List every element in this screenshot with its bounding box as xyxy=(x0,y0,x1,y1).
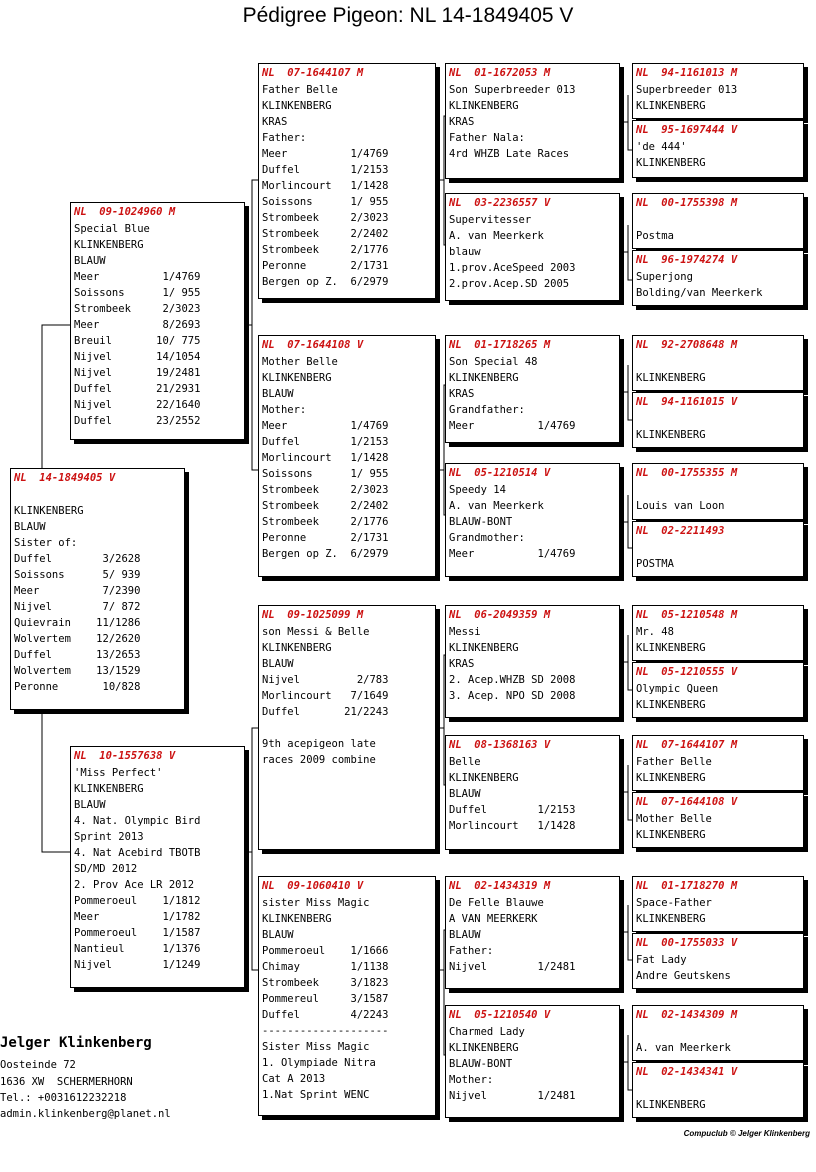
pigeon-info-line xyxy=(636,354,800,370)
pigeon-info-line: Sister of: xyxy=(14,537,78,549)
pigeon-info-line: Nijvel 1/2481 xyxy=(449,1090,576,1102)
pigeon-info-line: KRAS xyxy=(449,116,475,128)
owner-name: Jelger Klinkenberg xyxy=(0,1035,152,1051)
pigeon-info-line: Nijvel 19/2481 xyxy=(74,367,201,379)
pigeon-info-line: Duffel 1/2153 xyxy=(262,164,389,176)
pigeon-info-line: son Messi & Belle xyxy=(262,626,370,638)
pigeon-info-line: Duffel 21/2243 xyxy=(262,706,389,718)
pigeon-info-line: BLAUW xyxy=(449,929,481,941)
pigeon-card-g14 xyxy=(632,933,804,989)
owner-phone: Tel.: +0031612232218 xyxy=(0,1092,127,1104)
pigeon-info-line: KLINKENBERG xyxy=(636,829,706,841)
pigeon-info-line: Postma xyxy=(636,230,674,242)
pigeon-card-g9 xyxy=(632,605,804,661)
pigeon-info-line: KLINKENBERG xyxy=(74,783,144,795)
ring-number: NL 00-1755033 V xyxy=(636,937,738,949)
ring-number: NL 00-1755355 M xyxy=(636,467,738,479)
pigeon-info-line: Meer 1/4769 xyxy=(262,148,389,160)
ring-number: NL 09-1060410 V xyxy=(262,880,364,892)
pigeon-info-line: A. van Meerkerk xyxy=(449,230,544,242)
pigeon-info-line: POSTMA xyxy=(636,558,674,570)
pigeon-info-line: Nijvel 1/1249 xyxy=(74,959,201,971)
pigeon-info-line: Special Blue xyxy=(74,223,150,235)
pigeon-info-line xyxy=(262,720,432,736)
pigeon-info-line: Speedy 14 xyxy=(449,484,506,496)
ring-number: NL 05-1210548 M xyxy=(636,609,738,621)
pigeon-info-line: Strombeek 2/2402 xyxy=(262,228,389,240)
pigeon-info-line: KLINKENBERG xyxy=(449,1042,519,1054)
pigeon-info-line: KLINKENBERG xyxy=(636,772,706,784)
pigeon-info-line: KLINKENBERG xyxy=(262,913,332,925)
pigeon-info-line: KLINKENBERG xyxy=(449,372,519,384)
ring-number: NL 94-1161015 V xyxy=(636,396,738,408)
page-title: Pédigree Pigeon: NL 14-1849405 V xyxy=(242,4,574,27)
pigeon-info-line: KLINKENBERG xyxy=(449,772,519,784)
pigeon-info-line: Bolding/van Meerkerk xyxy=(636,287,763,299)
pigeon-card-ff xyxy=(258,63,436,299)
pigeon-info-line: 3. Acep. NPO SD 2008 xyxy=(449,690,576,702)
pigeon-card-g2 xyxy=(632,120,804,178)
pigeon-card-g11 xyxy=(632,735,804,791)
pigeon-info-line: Strombeek 2/3023 xyxy=(262,484,389,496)
pigeon-info-line: KLINKENBERG xyxy=(636,699,706,711)
ring-number: NL 05-1210555 V xyxy=(636,666,738,678)
pigeon-info-line: Strombeek 2/3023 xyxy=(262,212,389,224)
pigeon-info-line: Bergen op Z. 6/2979 xyxy=(262,276,389,288)
pigeon-info-line: Pommeroeul 1/1587 xyxy=(74,927,201,939)
pigeon-card-g8 xyxy=(632,521,804,577)
pigeon-info-line: Father Belle xyxy=(262,84,338,96)
pigeon-info-line: KLINKENBERG xyxy=(636,372,706,384)
ring-number: NL 95-1697444 V xyxy=(636,124,738,136)
pigeon-info-line: Meer 1/4769 xyxy=(449,548,576,560)
ring-number: NL 01-1718265 M xyxy=(449,339,551,351)
ring-number: NL 02-1434319 M xyxy=(449,880,551,892)
pigeon-info-line: KLINKENBERG xyxy=(262,100,332,112)
pigeon-info-line: Nantieul 1/1376 xyxy=(74,943,201,955)
ring-number: NL 05-1210514 V xyxy=(449,467,551,479)
ring-number: NL 01-1718270 M xyxy=(636,880,738,892)
pigeon-info-line: Nijvel 7/ 872 xyxy=(14,601,141,613)
pigeon-info-line: Louis van Loon xyxy=(636,500,725,512)
pigeon-info-line: Peronne 10/828 xyxy=(14,681,141,693)
pigeon-info-line: Strombeek 2/1776 xyxy=(262,244,389,256)
ring-number: NL 05-1210540 V xyxy=(449,1009,551,1021)
pigeon-card-mother xyxy=(70,746,245,988)
pigeon-card-mfm xyxy=(445,735,620,850)
pigeon-info-line: 2. Prov Ace LR 2012 xyxy=(74,879,195,891)
pigeon-info-line: Soissons 1/ 955 xyxy=(74,287,201,299)
pigeon-info-line: BLAUW xyxy=(449,788,481,800)
pigeon-card-g7 xyxy=(632,463,804,520)
pigeon-info-line: KLINKENBERG xyxy=(74,239,144,251)
pigeon-info-line: Supervitesser xyxy=(449,214,532,226)
pigeon-info-line: KLINKENBERG xyxy=(636,642,706,654)
pigeon-card-g5 xyxy=(632,335,804,391)
pigeon-info-line: Meer 1/4769 xyxy=(74,271,201,283)
pigeon-info-line: Mr. 48 xyxy=(636,626,674,638)
pigeon-info-line: Morlincourt 1/1428 xyxy=(449,820,576,832)
pigeon-card-fm xyxy=(258,335,436,577)
pigeon-info-line: Morlincourt 7/1649 xyxy=(262,690,389,702)
pigeon-info-line: Duffel 21/2931 xyxy=(74,383,201,395)
pigeon-info-line: 'de 444' xyxy=(636,141,687,153)
pigeon-card-root xyxy=(10,468,185,710)
ring-number: NL 03-2236557 V xyxy=(449,197,551,209)
pigeon-info-line: KLINKENBERG xyxy=(636,913,706,925)
pigeon-info-line: KRAS xyxy=(449,658,475,670)
ring-number: NL 92-2708648 M xyxy=(636,339,738,351)
pigeon-info-line: Andre Geutskens xyxy=(636,970,731,982)
pigeon-info-line: Fat Lady xyxy=(636,954,687,966)
pigeon-info-line: Sister Miss Magic xyxy=(262,1041,370,1053)
owner-address: Oosteinde 72 xyxy=(0,1059,76,1071)
ring-number: NL 02-1434309 M xyxy=(636,1009,738,1021)
ring-number: NL 09-1025099 M xyxy=(262,609,364,621)
pigeon-info-line: Father: xyxy=(262,132,307,144)
ring-number: NL 14-1849405 V xyxy=(14,472,116,484)
owner-postcode: 1636 XW SCHERMERHORN xyxy=(0,1076,133,1088)
pigeon-card-fff xyxy=(445,63,620,179)
pigeon-info-line: Olympic Queen xyxy=(636,683,719,695)
pigeon-card-fmf xyxy=(445,335,620,443)
pigeon-card-mmf xyxy=(445,876,620,989)
pigeon-info-line: Peronne 2/1731 xyxy=(262,260,389,272)
pigeon-info-line xyxy=(636,1024,800,1040)
pigeon-info-line: Pommereul 3/1587 xyxy=(262,993,389,1005)
ring-number: NL 94-1161013 M xyxy=(636,67,738,79)
owner-email: admin.klinkenberg@planet.nl xyxy=(0,1108,171,1120)
pigeon-info-line: Morlincourt 1/1428 xyxy=(262,180,389,192)
pigeon-info-line: Strombeek 3/1823 xyxy=(262,977,389,989)
pigeon-info-line: Meer 1/4769 xyxy=(262,420,389,432)
pigeon-info-line: BLAUW xyxy=(262,658,294,670)
pigeon-info-line: Nijvel 2/783 xyxy=(262,674,389,686)
pigeon-info-line: Superjong xyxy=(636,271,693,283)
pigeon-info-line: BLAUW xyxy=(262,388,294,400)
pigeon-info-line: Nijvel 22/1640 xyxy=(74,399,201,411)
pigeon-info-line: Pommeroeul 1/1812 xyxy=(74,895,201,907)
ring-number: NL 07-1644107 M xyxy=(262,67,364,79)
pigeon-info-line: Strombeek 2/3023 xyxy=(74,303,201,315)
pigeon-info-line: 1.Nat Sprint WENC xyxy=(262,1089,370,1101)
pigeon-info-line xyxy=(14,487,181,503)
ring-number: NL 10-1557638 V xyxy=(74,750,176,762)
pigeon-info-line: Father Belle xyxy=(636,756,712,768)
pigeon-card-g1 xyxy=(632,63,804,119)
pigeon-info-line: Pommeroeul 1/1666 xyxy=(262,945,389,957)
pigeon-info-line: Soissons 1/ 955 xyxy=(262,468,389,480)
pigeon-info-line: Duffel 23/2552 xyxy=(74,415,201,427)
pigeon-info-line: Duffel 4/2243 xyxy=(262,1009,389,1021)
pigeon-card-g12 xyxy=(632,792,804,848)
pigeon-card-g16 xyxy=(632,1062,804,1118)
pigeon-info-line: KLINKENBERG xyxy=(636,429,706,441)
pigeon-info-line: Peronne 2/1731 xyxy=(262,532,389,544)
pigeon-info-line: Mother: xyxy=(449,1074,494,1086)
pigeon-info-line: Morlincourt 1/1428 xyxy=(262,452,389,464)
pigeon-info-line: KLINKENBERG xyxy=(636,157,706,169)
pigeon-info-line: sister Miss Magic xyxy=(262,897,370,909)
pigeon-info-line: Son Superbreeder 013 xyxy=(449,84,576,96)
pigeon-info-line: Soissons 5/ 939 xyxy=(14,569,141,581)
pigeon-info-line: Breuil 10/ 775 xyxy=(74,335,201,347)
pigeon-info-line: Duffel 13/2653 xyxy=(14,649,141,661)
pigeon-card-mff xyxy=(445,605,620,718)
pigeon-info-line: KRAS xyxy=(262,116,288,128)
pigeon-card-father xyxy=(70,202,245,440)
ring-number: NL 07-1644108 V xyxy=(262,339,364,351)
pigeon-card-mmm xyxy=(445,1005,620,1118)
ring-number: NL 96-1974274 V xyxy=(636,254,738,266)
pigeon-info-line: Mother Belle xyxy=(636,813,712,825)
pigeon-info-line: Bergen op Z. 6/2979 xyxy=(262,548,389,560)
pigeon-info-line: Duffel 3/2628 xyxy=(14,553,141,565)
pigeon-card-g10 xyxy=(632,662,804,718)
pigeon-info-line: Grandfather: xyxy=(449,404,525,416)
ring-number: NL 07-1644108 V xyxy=(636,796,738,808)
pigeon-info-line: Grandmother: xyxy=(449,532,525,544)
pigeon-info-line: Son Special 48 xyxy=(449,356,538,368)
pigeon-card-g13 xyxy=(632,876,804,932)
ring-number: NL 07-1644107 M xyxy=(636,739,738,751)
pigeon-info-line: A. van Meerkerk xyxy=(449,500,544,512)
pigeon-info-line: Mother Belle xyxy=(262,356,338,368)
pigeon-info-line: Wolvertem 12/2620 xyxy=(14,633,141,645)
pigeon-info-line: Chimay 1/1138 xyxy=(262,961,389,973)
pigeon-info-line xyxy=(636,540,800,556)
pigeon-info-line: KLINKENBERG xyxy=(449,642,519,654)
pigeon-info-line: Mother: xyxy=(262,404,307,416)
pigeon-info-line: 4. Nat Acebird TBOTB xyxy=(74,847,201,859)
pigeon-card-fmm xyxy=(445,463,620,577)
pigeon-info-line: Father Nala: xyxy=(449,132,525,144)
pigeon-info-line: Belle xyxy=(449,756,481,768)
pigeon-info-line xyxy=(636,1081,800,1097)
pigeon-info-line: KLINKENBERG xyxy=(636,1099,706,1111)
pigeon-card-mf xyxy=(258,605,436,850)
pigeon-info-line: Nijvel 14/1054 xyxy=(74,351,201,363)
pigeon-info-line: KLINKENBERG xyxy=(262,372,332,384)
pigeon-info-line: KLINKENBERG xyxy=(14,505,84,517)
pigeon-info-line: Meer 7/2390 xyxy=(14,585,141,597)
pigeon-info-line: 4. Nat. Olympic Bird xyxy=(74,815,201,827)
pigeon-info-line xyxy=(636,411,800,427)
pigeon-info-line: 9th acepigeon late xyxy=(262,738,376,750)
pigeon-info-line: BLAUW-BONT xyxy=(449,1058,513,1070)
pigeon-info-line: Cat A 2013 xyxy=(262,1073,326,1085)
pigeon-info-line: Meer 1/4769 xyxy=(449,420,576,432)
pigeon-info-line: 1. Olympiade Nitra xyxy=(262,1057,376,1069)
pigeon-info-line: De Felle Blauwe xyxy=(449,897,544,909)
pigeon-info-line: Strombeek 2/1776 xyxy=(262,516,389,528)
pigeon-card-g6 xyxy=(632,392,804,448)
ring-number: NL 06-2049359 M xyxy=(449,609,551,621)
pigeon-info-line: Duffel 1/2153 xyxy=(449,804,576,816)
pigeon-info-line: 'Miss Perfect' xyxy=(74,767,163,779)
pigeon-card-ffm xyxy=(445,193,620,301)
pigeon-info-line: Wolvertem 13/1529 xyxy=(14,665,141,677)
pigeon-info-line: KLINKENBERG xyxy=(449,100,519,112)
pigeon-info-line: A. van Meerkerk xyxy=(636,1042,731,1054)
pigeon-card-g15 xyxy=(632,1005,804,1061)
pigeon-info-line: Soissons 1/ 955 xyxy=(262,196,389,208)
pigeon-info-line xyxy=(636,212,800,228)
pigeon-card-mm xyxy=(258,876,436,1116)
pigeon-card-g3 xyxy=(632,193,804,249)
ring-number: NL 09-1024960 M xyxy=(74,206,176,218)
pigeon-info-line: Strombeek 2/2402 xyxy=(262,500,389,512)
pigeon-info-line: 1.prov.AceSpeed 2003 xyxy=(449,262,576,274)
ring-number: NL 01-1672053 M xyxy=(449,67,551,79)
pigeon-card-g4 xyxy=(632,250,804,306)
ring-number: NL 08-1368163 V xyxy=(449,739,551,751)
pigeon-info-line: -------------------- xyxy=(262,1025,389,1037)
pigeon-info-line: A VAN MEERKERK xyxy=(449,913,538,925)
pigeon-info-line: Superbreeder 013 xyxy=(636,84,738,96)
pigeon-info-line: BLAUW-BONT xyxy=(449,516,513,528)
pigeon-info-line: KLINKENBERG xyxy=(262,642,332,654)
pigeon-info-line: Messi xyxy=(449,626,481,638)
pigeon-info-line: Nijvel 1/2481 xyxy=(449,961,576,973)
pigeon-info-line: 2.prov.Acep.SD 2005 xyxy=(449,278,570,290)
pigeon-info-line: Meer 1/1782 xyxy=(74,911,201,923)
pigeon-info-line: SD/MD 2012 xyxy=(74,863,138,875)
pigeon-info-line: 4rd WHZB Late Races xyxy=(449,148,570,160)
ring-number: NL 02-2211493 xyxy=(636,525,725,537)
pigeon-info-line: Charmed Lady xyxy=(449,1026,525,1038)
pigeon-info-line: BLAUW xyxy=(14,521,46,533)
pigeon-info-line: Quievrain 11/1286 xyxy=(14,617,141,629)
pigeon-info-line: Space-Father xyxy=(636,897,712,909)
pigeon-info-line: 2. Acep.WHZB SD 2008 xyxy=(449,674,576,686)
pigeon-info-line: BLAUW xyxy=(262,929,294,941)
footer-credit: Compuclub © Jelger Klinkenberg xyxy=(683,1129,810,1138)
pigeon-info-line: KLINKENBERG xyxy=(636,100,706,112)
pigeon-info-line: blauw xyxy=(449,246,481,258)
pigeon-info-line: BLAUW xyxy=(74,799,106,811)
pigeon-info-line: Duffel 1/2153 xyxy=(262,436,389,448)
pigeon-info-line xyxy=(636,482,800,498)
pigeon-info-line: KRAS xyxy=(449,388,475,400)
ring-number: NL 02-1434341 V xyxy=(636,1066,738,1078)
pigeon-info-line: races 2009 combine xyxy=(262,754,376,766)
pigeon-info-line: Father: xyxy=(449,945,494,957)
ring-number: NL 00-1755398 M xyxy=(636,197,738,209)
pigeon-info-line: Sprint 2013 xyxy=(74,831,144,843)
pigeon-info-line: Meer 8/2693 xyxy=(74,319,201,331)
pigeon-info-line: BLAUW xyxy=(74,255,106,267)
